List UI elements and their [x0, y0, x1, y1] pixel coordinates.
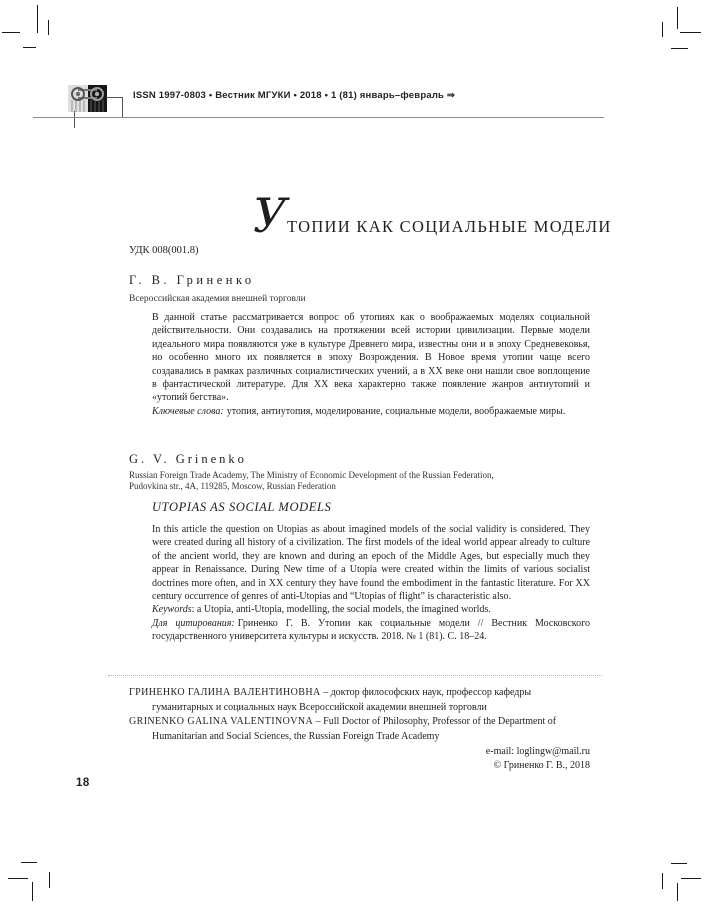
- affiliation-en-line2: Pudovkina str., 4A, 119285, Moscow, Russian Federation: [129, 481, 336, 491]
- abstract-block-ru: [152, 311, 590, 418]
- citation-text: Гриненко Г. В. Утопии как социальные модели // Вестник Московского государственного университета культуры и искусств. 2018. № 1 (81). С. 18–24.: [152, 617, 590, 643]
- keywords-text-ru: утопия, антиутопия, моделирование, социальные модели, воображаемые миры.: [226, 405, 566, 417]
- keywords-text-en: : a Utopia, anti-Utopia, modelling, the social models, the imagined worlds.: [191, 604, 491, 616]
- crop-mark: [662, 22, 663, 37]
- author-name-en: G. V. Grinenko: [129, 452, 247, 466]
- author-bios: [129, 686, 590, 744]
- logo-bracket-line: [106, 97, 123, 98]
- author-bio-ru: [129, 686, 590, 715]
- crop-mark: [677, 883, 678, 901]
- abstract-en: In this article the question on Utopias as about imagined models of the social validity is considered. They were created during all history of a civilization. The first models of the ideal world appear already to culture of the ancient world, they are known and during an epoch of the Middle Ages, but especially much they appear in Renaissance. During New time of a Utopia were created within the limits of various socialist doctrines more often, and in XX century they have found the embodiment in the fantastic literature. For XX century occurrence of genres of anti-Utopias and “Utopias of flight” is characteristic also.: [152, 524, 590, 603]
- bio-text-en: – Full Doctor of Philosophy, Professor of the Department of Humanitarian and Social Sciences, the Russian Foreign Trade Academy: [152, 716, 557, 742]
- crop-mark: [32, 882, 33, 901]
- logo-bracket-line: [74, 111, 75, 128]
- crop-mark: [680, 32, 701, 33]
- logo-bracket-line: [122, 97, 123, 118]
- keywords-label-en: Keywords: [152, 604, 192, 616]
- crop-mark: [37, 5, 38, 33]
- copyright-line: © Гриненко Г. В., 2018: [493, 759, 590, 771]
- affiliation-en: [129, 470, 494, 492]
- dotted-separator: [108, 675, 602, 676]
- title-dropcap: У: [253, 189, 287, 244]
- article-title: [253, 189, 612, 244]
- crop-mark: [662, 873, 663, 889]
- bio-text-ru: – доктор философских наук, профессор кафедры гуманитарных и социальных наук Всероссийской академии внешней торговли: [152, 687, 532, 713]
- header-rule: [33, 117, 604, 118]
- title-text: ТОПИИ КАК СОЦИАЛЬНЫЕ МОДЕЛИ: [286, 217, 612, 236]
- contact-block: [300, 745, 590, 772]
- crop-mark: [21, 862, 37, 863]
- crop-mark: [671, 863, 687, 864]
- author-bio-en: [129, 715, 590, 744]
- bio-name-en: GRINENKO GALINA VALENTINOVNA: [129, 716, 314, 727]
- crop-mark: [681, 878, 701, 879]
- author-name-ru: Г. В. Гриненко: [129, 273, 255, 287]
- article-title-en: UTOPIAS AS SOCIAL MODELS: [152, 500, 332, 514]
- abstract-ru: В данной статье рассматривается вопрос об утопиях как о воображаемых моделях социальной действительности. Они создавались на протяжении всей истории цивилизации. Первые модели идеального мира появляются уже в культуре Древнего мира, известны они и в эпоху Средневековья, но особенно много их появляется в эпоху Возрождения. В Новое время утопии чаще всего создавались в рамках различных социалистических учений, а в XX веке они нашли свое воплощение в фантастической литературе. Для XX века характерно также появление жанров антиутопий и «утопий бегства».: [152, 312, 590, 404]
- udc-code: УДК 008(001.8): [129, 245, 199, 256]
- crop-mark: [48, 20, 49, 35]
- keywords-en: [152, 603, 590, 616]
- crop-mark: [49, 872, 50, 888]
- author-email: e-mail: loglingw@mail.ru: [485, 746, 590, 757]
- abstract-block-en: [152, 500, 590, 644]
- journal-logo-icon: [68, 85, 107, 112]
- affiliation-en-line1: Russian Foreign Trade Academy, The Ministry of Economic Development of the Russian Federation,: [129, 470, 494, 480]
- keywords-label-ru: Ключевые слова:: [152, 405, 224, 417]
- crop-mark: [671, 48, 688, 49]
- page-number: 18: [76, 777, 90, 789]
- crop-mark: [2, 32, 20, 33]
- journal-issue-line: ISSN 1997-0803 • Вестник МГУКИ • 2018 • 1 (81) январь–февраль ⇒: [133, 90, 456, 101]
- crop-mark: [8, 878, 28, 879]
- keywords-ru: [152, 405, 590, 418]
- affiliation-ru: Всероссийская академия внешней торговли: [129, 294, 306, 304]
- bio-name-ru: ГРИНЕНКО ГАЛИНА ВАЛЕНТИНОВНА: [129, 687, 321, 698]
- crop-mark: [677, 7, 678, 29]
- crop-mark: [23, 47, 36, 48]
- citation-label: Для цитирования:: [152, 617, 235, 629]
- citation: [152, 617, 590, 644]
